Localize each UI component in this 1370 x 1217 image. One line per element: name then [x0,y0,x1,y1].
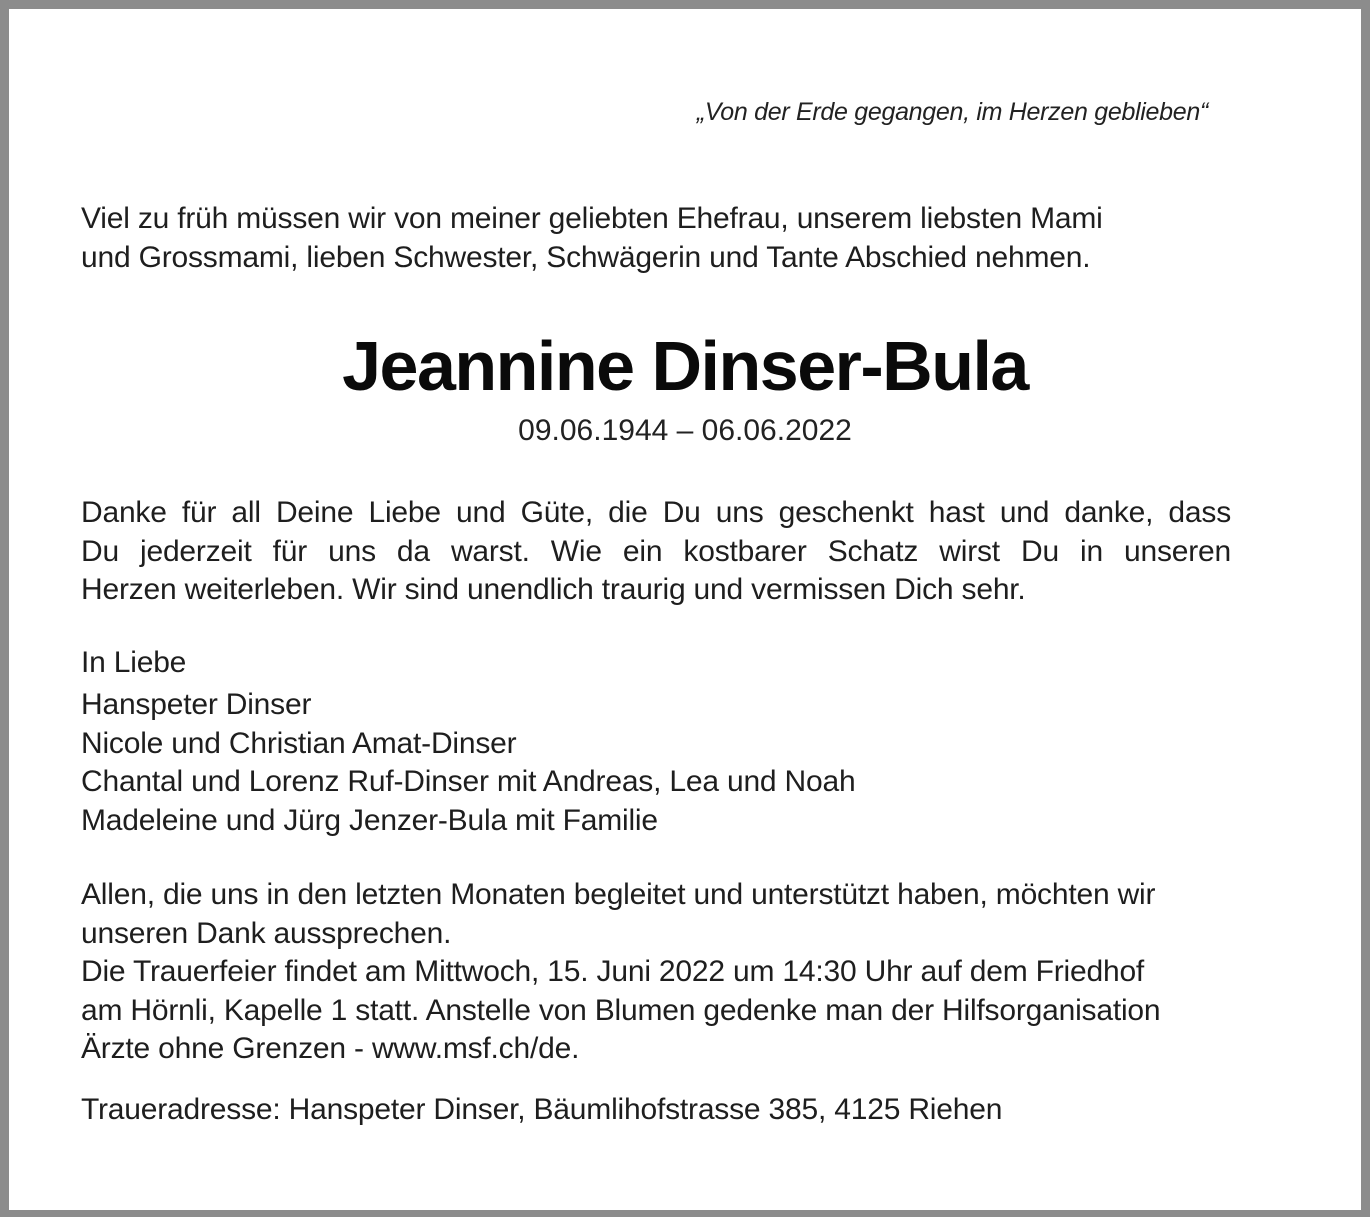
notice-line: Die Trauerfeier findet am Mittwoch, 15. Juni 2022 um 14:30 Uhr auf dem Friedhof [81,955,1145,988]
life-dates: 09.06.1944 – 06.06.2022 [518,414,852,447]
mourner-name: Madeleine und Jürg Jenzer-Bula mit Familie [81,803,658,837]
thanks-line: Du jederzeit für uns da warst. Wie ein kostbarer Schatz wirst Du in unseren [81,534,1231,568]
mourners-heading: In Liebe [81,646,187,679]
mourning-address: Traueradresse: Hanspeter Dinser, Bäumlihofstrasse 385, 4125 Riehen [81,1093,1003,1126]
notice-line: Ärzte ohne Grenzen - www.msf.ch/de. [81,1032,580,1065]
intro-line: Viel zu früh müssen wir von meiner geliebten Ehefrau, unserem liebsten Mami [81,202,1103,235]
notice-line: Allen, die uns in den letzten Monaten begleitet und unterstützt haben, möchten wir [81,878,1156,911]
intro-line: und Grossmami, lieben Schwester, Schwägerin und Tante Abschied nehmen. [81,240,1091,274]
mourners-list [81,686,1281,840]
motto-quote: „Von der Erde gegangen, im Herzen geblieben“ [696,98,1208,126]
deceased-name: Jeannine Dinser-Bula [342,327,1028,405]
mourner-name: Chantal und Lorenz Ruf-Dinser mit Andreas, Lea und Noah [81,765,856,798]
notice-line: am Hörnli, Kapelle 1 statt. Anstelle von Blumen gedenke man der Hilfsorganisation [81,993,1161,1027]
intro-paragraph [81,200,1281,277]
mourner-name: Hanspeter Dinser [81,688,312,721]
thanks-paragraph [81,494,1231,610]
notice-paragraph [81,876,1281,1069]
thanks-line: Herzen weiterleben. Wir sind unendlich traurig und vermissen Dich sehr. [81,573,1026,606]
mourner-name: Nicole und Christian Amat-Dinser [81,726,517,760]
notice-line: unseren Dank aussprechen. [81,916,452,950]
thanks-line: Danke für all Deine Liebe und Güte, die Du uns geschenkt hast und danke, dass [81,496,1231,529]
